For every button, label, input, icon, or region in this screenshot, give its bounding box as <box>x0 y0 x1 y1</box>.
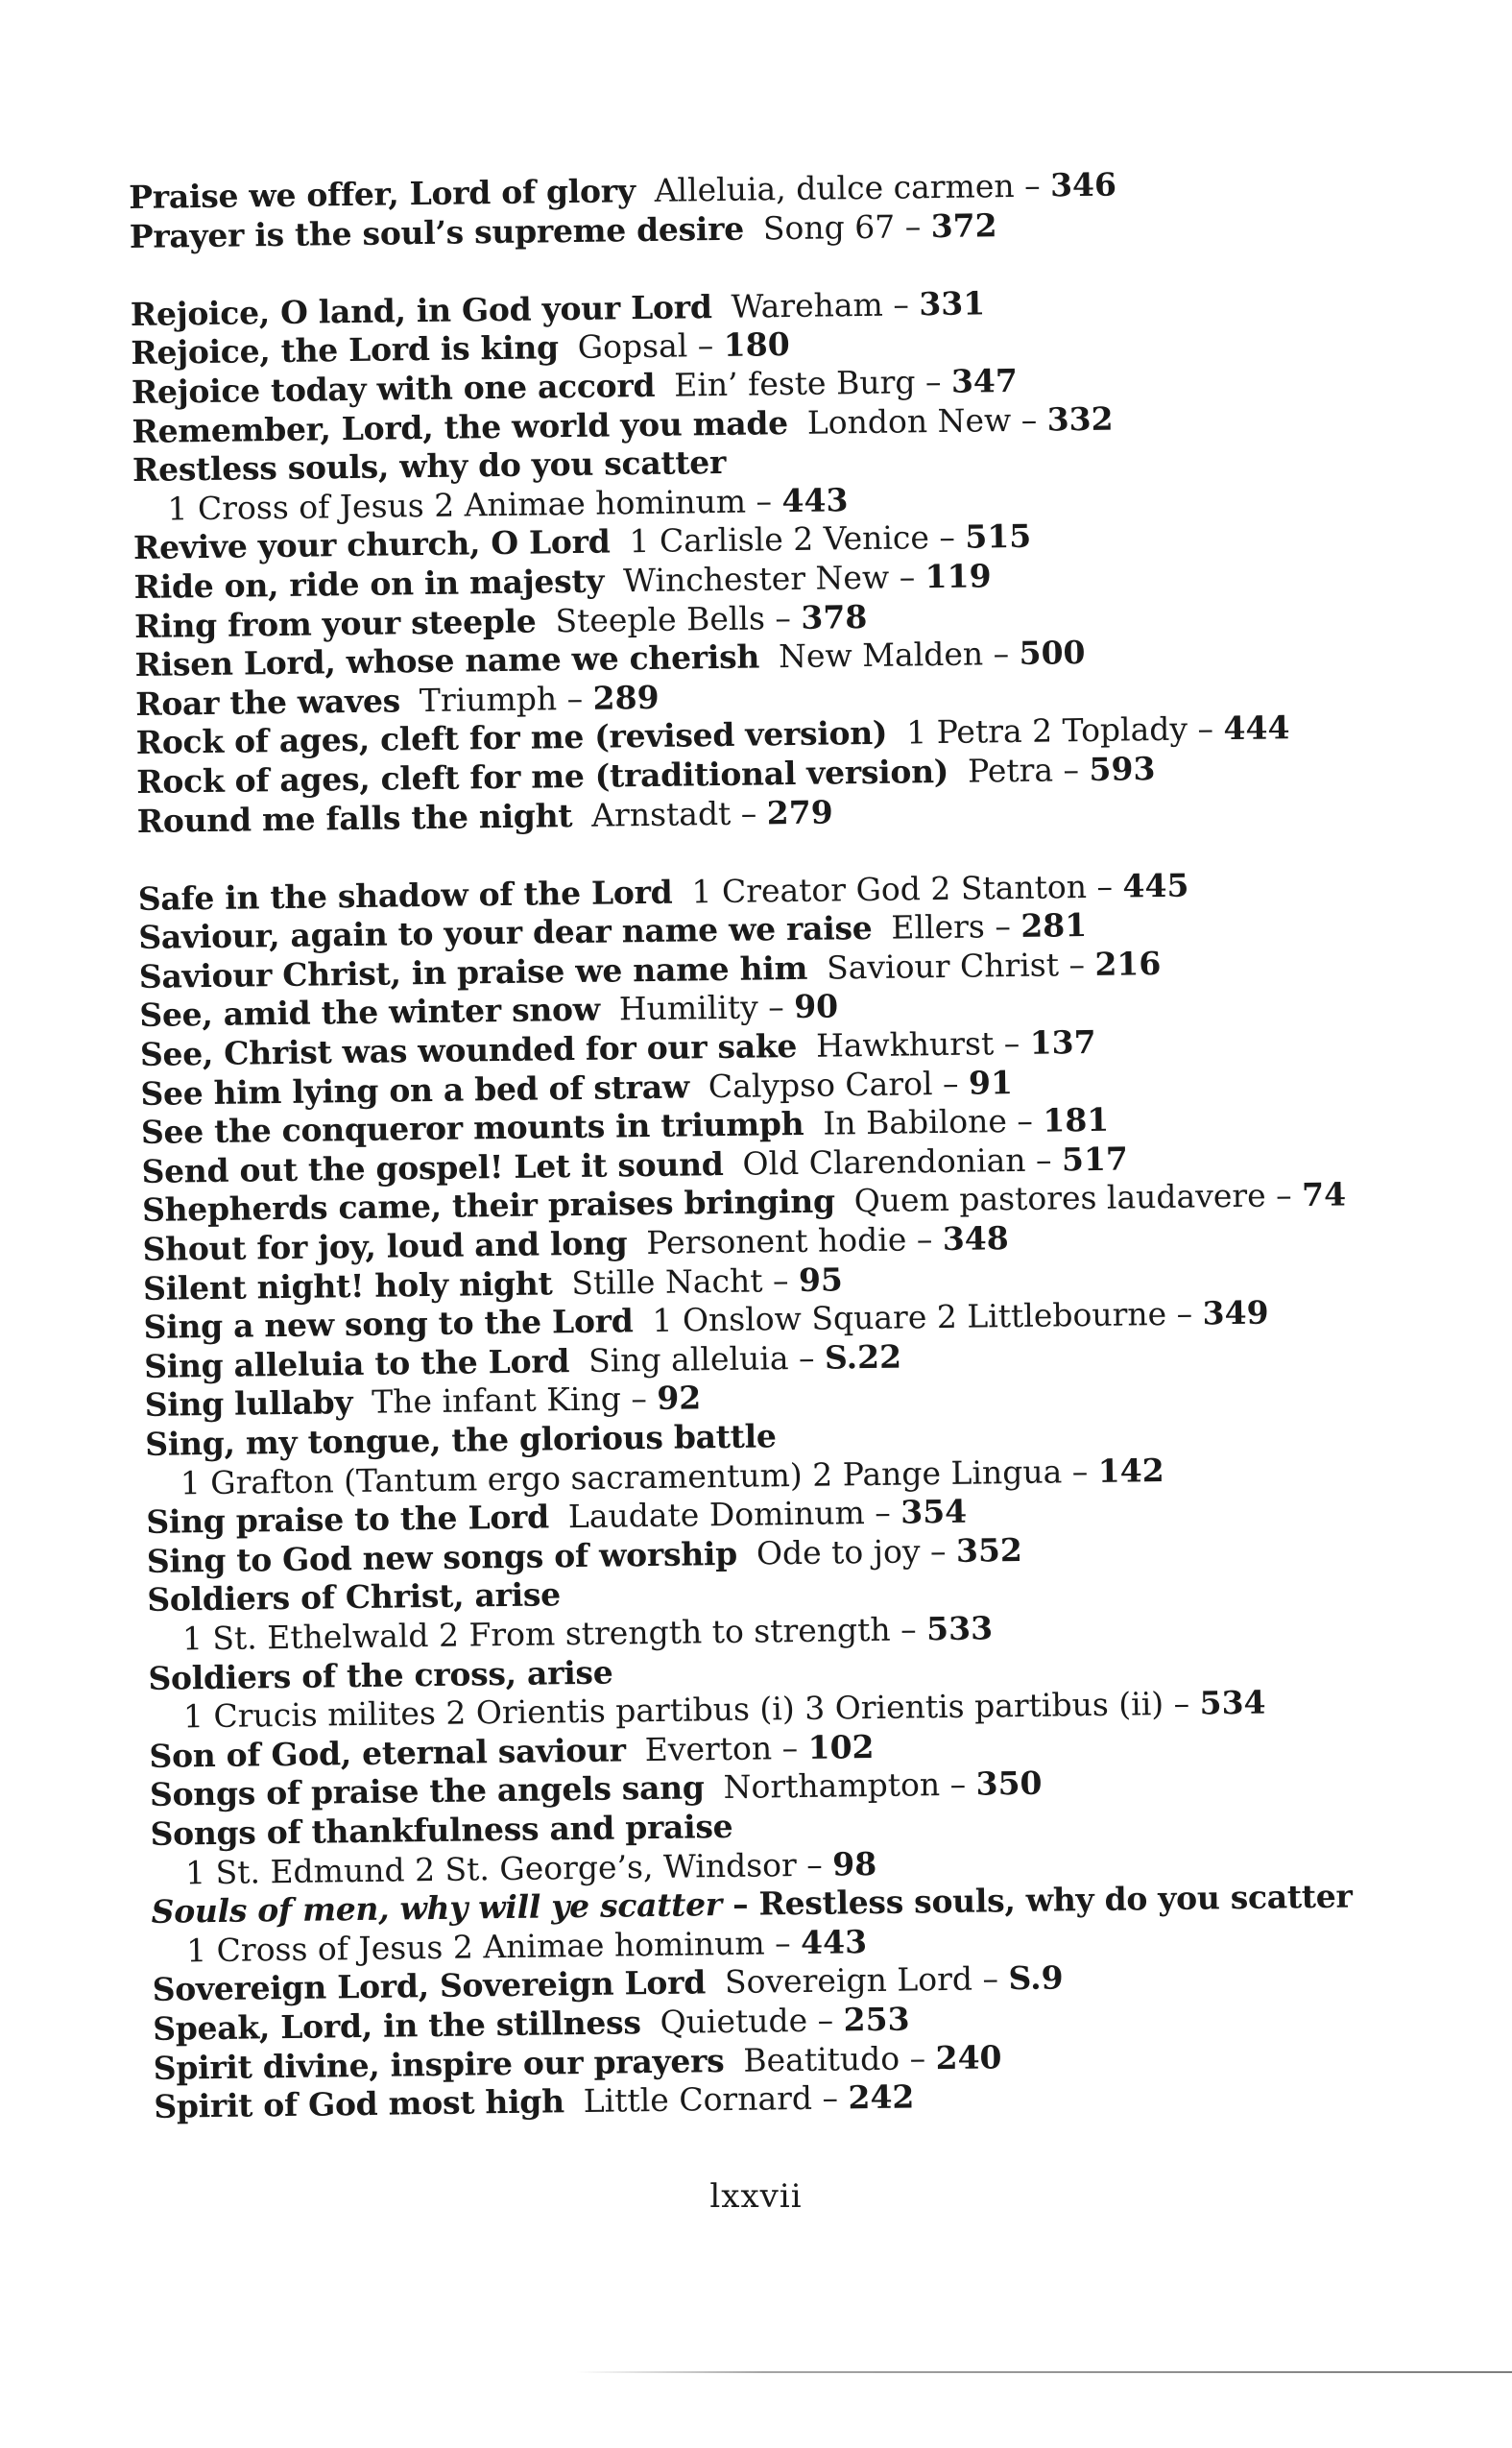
cross-reference: – Restless souls, why do you scatter <box>721 1877 1353 1924</box>
hymn-number: 74 <box>1301 1175 1347 1214</box>
hymn-number: 349 <box>1202 1293 1269 1332</box>
hymn-number: 378 <box>801 597 868 636</box>
tune-name: 1 Cross of Jesus 2 Animae hominum – <box>167 481 782 528</box>
tune-name: Sing alleluia – <box>588 1338 826 1380</box>
hymn-first-line: Sing a new song to the Lord <box>143 1302 634 1347</box>
tune-name: Hawkhurst – <box>815 1023 1030 1065</box>
tune-name: 1 Onslow Square 2 Littlebourne – <box>652 1294 1203 1340</box>
hymn-first-line: Send out the gospel! Let it sound <box>141 1144 724 1190</box>
hymn-number: 281 <box>1020 906 1088 946</box>
tune-name: 1 St. Ethelwald 2 From strength to strength – <box>181 1610 927 1658</box>
tune-name: 1 Creator God 2 Stanton – <box>691 867 1123 911</box>
scan-edge-line <box>576 2371 1512 2373</box>
tune-name: Song 67 – <box>762 206 931 247</box>
hymn-number: 137 <box>1029 1022 1096 1062</box>
hymn-number: 289 <box>592 678 660 717</box>
hymn-first-line: Sing, my tongue, the glorious battle <box>145 1417 777 1463</box>
hymn-first-line: Sovereign Lord, Sovereign Lord <box>152 1963 707 2009</box>
tune-name: Gopsal – <box>577 326 725 367</box>
hymn-number: 517 <box>1061 1140 1129 1179</box>
hymn-first-line: Prayer is the soul’s supreme desire <box>129 209 745 255</box>
tune-name: 1 St. Edmund 2 St. George’s, Windsor – <box>184 1845 833 1891</box>
hymn-number: 443 <box>800 1922 868 1961</box>
hymn-first-line: Shepherds came, their praises bringing <box>141 1182 835 1230</box>
hymn-number: 331 <box>919 284 986 324</box>
hymn-number: 180 <box>723 325 790 365</box>
hymn-number: 91 <box>968 1063 1014 1102</box>
hymn-first-line: Rejoice, the Lord is king <box>131 328 560 372</box>
hymn-index-list <box>129 163 1363 2127</box>
hymn-first-line: Safe in the shadow of the Lord <box>137 873 673 918</box>
tune-name: Ode to joy – <box>756 1531 957 1572</box>
hymn-first-line: Sing lullaby <box>144 1383 353 1425</box>
tune-name: Triumph – <box>419 679 593 719</box>
hymn-first-line: Ring from your steeple <box>133 602 537 645</box>
hymn-first-line: Spirit divine, inspire our prayers <box>153 2041 725 2087</box>
tune-name: In Babilone – <box>823 1101 1044 1142</box>
hymn-first-line: Spirit of God most high <box>154 2082 564 2125</box>
hymn-number: 279 <box>766 792 833 831</box>
hymn-first-line: Rejoice today with one accord <box>131 366 656 411</box>
tune-name: 1 Crucis milites 2 Orientis partibus (i) 3 Orientis partibus (ii) – <box>182 1684 1200 1736</box>
hymn-first-line: Roar the waves <box>134 682 401 723</box>
hymn-first-line: Ride on, ride on in majesty <box>133 562 605 606</box>
tune-name: Old Clarendonian – <box>742 1140 1063 1183</box>
hymn-first-line: Restless souls, why do you scatter <box>132 444 727 490</box>
tune-name: Arnstadt – <box>590 793 768 834</box>
hymn-number: 515 <box>965 517 1032 556</box>
tune-name: Steeple Bells – <box>555 598 802 639</box>
hymn-first-line: Son of God, eternal saviour <box>149 1731 626 1775</box>
hymn-first-line: Shout for joy, loud and long <box>142 1224 628 1268</box>
tune-name: Sovereign Lord – <box>724 1959 1009 2002</box>
hymn-first-line: Songs of praise the angels sang <box>149 1768 705 1814</box>
tune-name: Personent hodie – <box>646 1220 944 1262</box>
hymn-number: 533 <box>925 1609 994 1648</box>
tune-name: 1 Petra 2 Toplady – <box>905 709 1224 752</box>
hymn-first-line: Praise we offer, Lord of glory <box>129 172 636 216</box>
tune-name: The infant King – <box>372 1380 658 1422</box>
hymn-first-line: Round me falls the night <box>136 796 573 840</box>
hymn-first-line: Saviour Christ, in praise we name him <box>138 948 808 996</box>
tune-name: Calypso Carol – <box>708 1064 970 1105</box>
hymn-number: 332 <box>1046 399 1114 439</box>
hymn-number: S.9 <box>1008 1958 1064 1998</box>
tune-name: Saviour Christ – <box>826 945 1095 987</box>
hymn-first-line: Soldiers of Christ, arise <box>147 1575 562 1620</box>
hymn-number: S.22 <box>824 1337 902 1377</box>
hymn-first-line: Saviour, again to your dear name we raise <box>138 909 873 957</box>
hymn-first-line: Revive your church, O Lord <box>132 522 611 567</box>
hymn-number: 102 <box>807 1727 875 1766</box>
page-number: lxxvii <box>709 2177 803 2216</box>
hymn-number: 443 <box>781 480 849 519</box>
hymn-first-line: See the conqueror mounts in triumph <box>140 1105 804 1152</box>
hymn-number: 593 <box>1089 749 1156 788</box>
hymn-number: 142 <box>1097 1451 1164 1490</box>
hymn-first-line: Sing alleluia to the Lord <box>143 1341 570 1385</box>
hymn-first-line: Remember, Lord, the world you made <box>132 403 789 450</box>
hymn-number: 181 <box>1043 1100 1110 1140</box>
hymn-number: 216 <box>1094 944 1162 983</box>
hymn-first-line: Soldiers of the cross, arise <box>148 1653 613 1697</box>
tune-name: Quem pastores laudavere – <box>853 1176 1303 1220</box>
hymn-first-line: Songs of thankfulness and praise <box>150 1807 733 1853</box>
tune-name: 1 Grafton (Tantum ergo sacramentum) 2 Pange Lingua – <box>180 1452 1099 1502</box>
hymn-number: 500 <box>1019 634 1086 673</box>
hymn-number: 352 <box>955 1530 1023 1570</box>
hymn-first-line: See, amid the winter snow <box>139 991 601 1035</box>
hymn-number: 347 <box>950 361 1019 400</box>
hymn-first-line: Risen Lord, whose name we cherish <box>134 637 760 684</box>
hymn-number: 98 <box>832 1844 877 1884</box>
hymn-number: 95 <box>798 1260 844 1299</box>
hymn-number: 372 <box>930 205 997 245</box>
hymn-first-line: See him lying on a bed of straw <box>140 1068 690 1113</box>
hymn-number: 350 <box>975 1764 1043 1803</box>
hymn-number: 346 <box>1049 165 1117 204</box>
hymn-number: 90 <box>793 987 839 1026</box>
hymn-first-line: Rock of ages, cleft for me (revised version) <box>135 714 888 762</box>
hymn-number: 444 <box>1223 708 1290 748</box>
tune-name: 1 Cross of Jesus 2 Animae hominum – <box>185 1923 802 1970</box>
hymn-first-line: Rock of ages, cleft for me (traditional version) <box>135 752 949 801</box>
hymn-first-line: Souls of men, why will ye scatter <box>151 1885 723 1931</box>
hymn-number: 242 <box>848 2077 915 2117</box>
hymn-first-line: See, Christ was wounded for our sake <box>139 1027 798 1073</box>
tune-name: Ein’ feste Burg – <box>673 362 952 404</box>
tune-name: Beatitudo – <box>743 2038 936 2079</box>
hymn-number: 348 <box>942 1219 1009 1259</box>
tune-name: Petra – <box>967 750 1090 790</box>
tune-name: Stille Nacht – <box>571 1260 800 1302</box>
tune-name: Humility – <box>618 988 795 1028</box>
tune-name: Alleluia, dulce carmen – <box>654 166 1051 209</box>
tune-name: 1 Carlisle 2 Venice – <box>629 517 966 561</box>
tune-name: Northampton – <box>723 1764 976 1807</box>
tune-name: Quietude – <box>660 2001 844 2041</box>
hymn-number: 119 <box>924 557 992 596</box>
hymn-number: 534 <box>1199 1683 1266 1722</box>
tune-name: New Malden – <box>778 635 1020 676</box>
tune-name: Little Cornard – <box>583 2078 849 2121</box>
tune-name: Everton – <box>644 1728 808 1768</box>
hymn-first-line: Sing to God new songs of worship <box>146 1534 738 1580</box>
hymn-number: 253 <box>843 2000 910 2039</box>
hymn-first-line: Silent night! holy night <box>142 1263 553 1308</box>
tune-name: London New – <box>806 400 1047 442</box>
hymn-first-line: Speak, Lord, in the stillness <box>152 2004 641 2048</box>
hymn-number: 354 <box>900 1492 968 1531</box>
hymn-first-line: Sing praise to the Lord <box>146 1498 550 1542</box>
hymn-number: 240 <box>935 2037 1002 2076</box>
tune-name: Winchester New – <box>622 558 925 600</box>
tune-name: Wareham – <box>731 285 920 325</box>
hymn-first-line: Rejoice, O land, in God your Lord <box>130 287 712 333</box>
tune-name: Ellers – <box>891 907 1021 947</box>
hymn-number: 92 <box>657 1379 702 1418</box>
hymn-number: 445 <box>1122 866 1189 905</box>
tune-name: Laudate Dominum – <box>567 1493 901 1536</box>
